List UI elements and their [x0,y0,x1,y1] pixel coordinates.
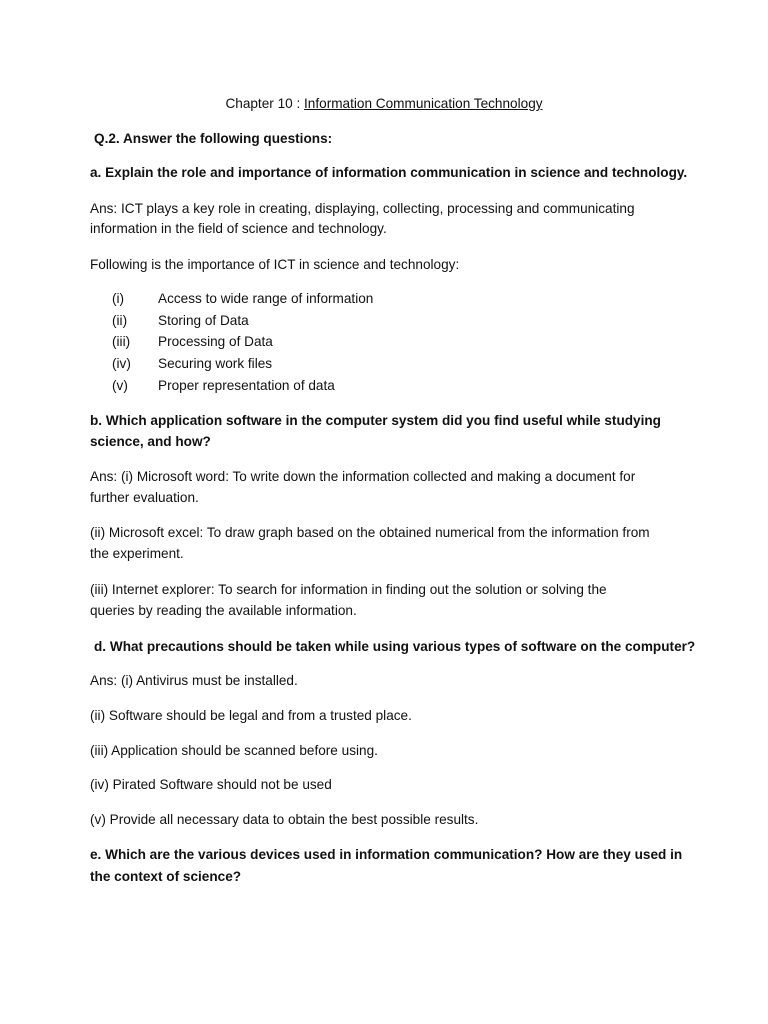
question-e-line-1: e. Which are the various devices used in information communication? How are they used in [90,847,683,862]
answer-a-line-1: Ans: ICT plays a key role in creating, displaying, collecting, processing and communicating [90,201,635,216]
question-d: d. What precautions should be taken while using various types of software on the computer? [94,639,696,654]
question-a: a. Explain the role and importance of information communication in science and technology. [90,165,688,180]
answer-d4: (iv) Pirated Software should not be used [90,777,332,792]
importance-intro: Following is the importance of ICT in science and technology: [90,257,460,272]
list-item-number: (v) [112,378,128,393]
answer-b1-line-2: further evaluation. [90,490,199,505]
answer-b3-line-2: queries by reading the available information. [90,603,357,618]
answer-d1: Ans: (i) Antivirus must be installed. [90,673,298,688]
answer-b2-line-2: the experiment. [90,546,184,561]
answer-b2-line-1: (ii) Microsoft excel: To draw graph based on the obtained numerical from the information from [90,525,650,540]
page-title [0,94,768,114]
answer-d2: (ii) Software should be legal and from a trusted place. [90,708,412,723]
section-heading: Q.2. Answer the following questions: [94,131,333,146]
answer-d3: (iii) Application should be scanned before using. [90,743,378,758]
list-item-text: Processing of Data [158,334,273,349]
answer-a-line-2: information in the field of science and technology. [90,221,387,236]
list-item-number: (i) [112,291,125,306]
answer-b1-line-1: Ans: (i) Microsoft word: To write down the information collected and making a document for [90,469,636,484]
answer-d5: (v) Provide all necessary data to obtain the best possible results. [90,812,479,827]
question-b-line-1: b. Which application software in the computer system did you find useful while studying [90,413,661,428]
chapter-title: Information Communication Technology [304,96,543,111]
chapter-number: Chapter 10 : [225,96,305,111]
question-b-line-2: science, and how? [90,434,211,449]
list-item-text: Proper representation of data [158,378,335,393]
list-item-text: Storing of Data [158,313,249,328]
list-item-number: (ii) [112,313,128,328]
list-item-text: Securing work files [158,356,273,371]
list-item-number: (iv) [112,356,131,371]
answer-b3-line-1: (iii) Internet explorer: To search for information in finding out the solution or solving the [90,582,607,597]
question-e-line-2: the context of science? [90,869,242,884]
list-item-number: (iii) [112,334,131,349]
list-item-text: Access to wide range of information [158,291,374,306]
